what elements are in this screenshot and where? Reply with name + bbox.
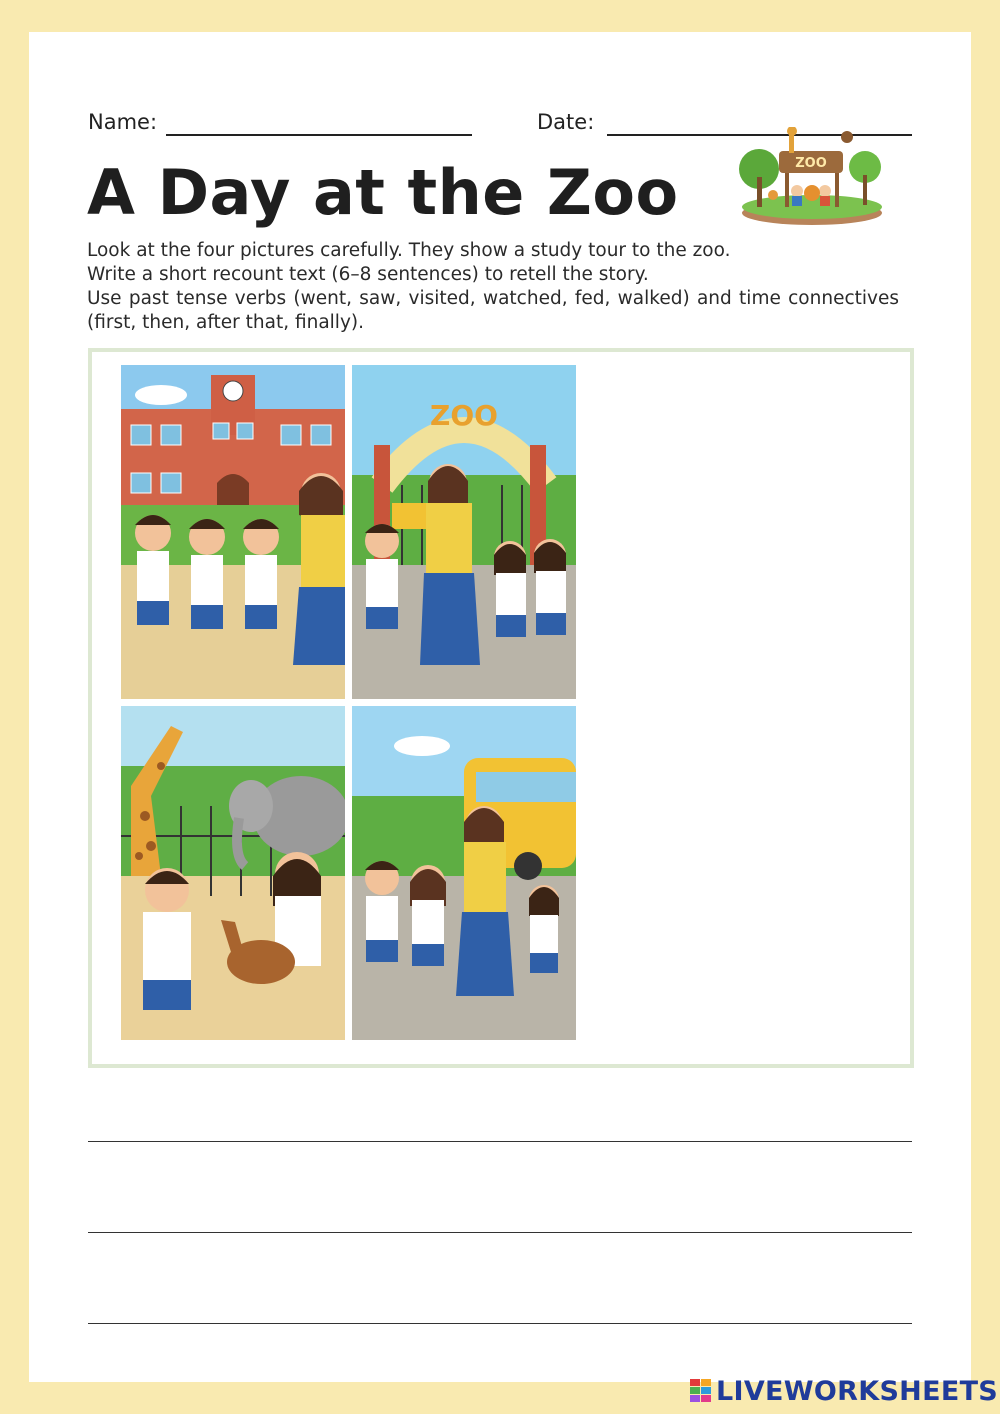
liveworksheets-logo[interactable] xyxy=(690,1374,998,1408)
liveworksheets-icon xyxy=(690,1379,712,1403)
worksheet-page xyxy=(29,32,971,1382)
panel-animals xyxy=(121,706,345,1040)
answer-line-2[interactable] xyxy=(88,1232,912,1233)
instruction-line-2: Write a short recount text (6–8 sentences) to retell the story. xyxy=(87,264,649,285)
page-title: A Day at the Zoo xyxy=(87,156,679,229)
logo-sign-text: ZOO xyxy=(795,156,827,171)
instructions xyxy=(87,239,899,335)
picture-frame xyxy=(88,348,914,1068)
zoo-island-logo xyxy=(737,127,887,227)
panel-zoo-gate xyxy=(352,365,576,699)
liveworksheets-brand: LIVEWORKSHEETS xyxy=(716,1375,999,1407)
instruction-line-1: Look at the four pictures carefully. They show a study tour to the zoo. xyxy=(87,240,731,261)
gate-sign-text: ZOO xyxy=(430,399,498,432)
answer-line-1[interactable] xyxy=(88,1141,912,1142)
name-label: Name: xyxy=(88,110,158,134)
panel-bus xyxy=(352,706,576,1040)
date-label: Date: xyxy=(537,110,595,134)
instruction-line-3: Use past tense verbs (went, saw, visited, watched, fed, walked) and time connectives (first, then, after that, finally). xyxy=(87,288,899,333)
name-field xyxy=(88,110,478,138)
answer-line-3[interactable] xyxy=(88,1323,912,1324)
name-input-line[interactable] xyxy=(166,134,472,136)
panel-school xyxy=(121,365,345,699)
